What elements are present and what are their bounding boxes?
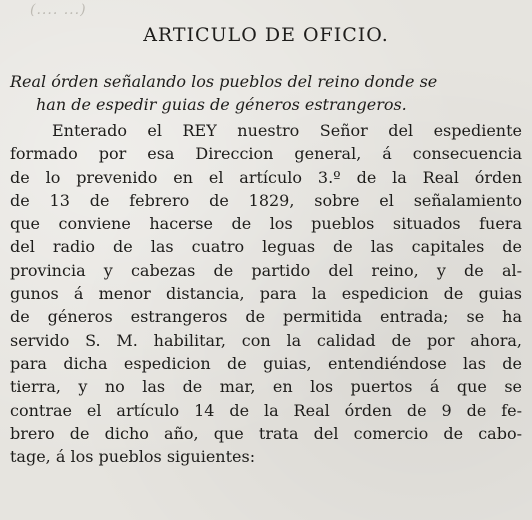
body-line: brero de dicho año, que trata del comercio de cabo- bbox=[10, 423, 522, 443]
body-line: Enterado el REY nuestro Señor del espediente bbox=[52, 121, 522, 140]
article-subtitle bbox=[10, 70, 522, 116]
body-line: del radio de las cuatro leguas de las capitales de bbox=[10, 237, 522, 257]
body-line: que conviene hacerse de los pueblos situados fuera bbox=[10, 214, 522, 234]
body-line: gunos á menor distancia, para la espedicion de guias bbox=[10, 284, 522, 304]
article-title: ARTICULO DE OFICIO. bbox=[143, 24, 389, 46]
bleed-through-text: (.... ...) bbox=[30, 2, 87, 18]
article-body bbox=[10, 119, 522, 468]
body-line: servido S. M. habilitar, con la calidad de por ahora, bbox=[10, 330, 522, 350]
subtitle-line: Real órden señalando los pueblos del reino donde se bbox=[10, 72, 438, 91]
body-line: de 13 de febrero de 1829, sobre el señalamiento bbox=[10, 190, 522, 210]
body-line: de lo prevenido en el artículo 3.º de la Real órden bbox=[10, 167, 522, 187]
subtitle-line: han de espedir guias de géneros estrangeros. bbox=[36, 95, 407, 114]
body-line: tierra, y no las de mar, en los puertos á que se bbox=[10, 377, 522, 397]
body-line: de géneros estrangeros de permitida entrada; se ha bbox=[10, 307, 522, 327]
body-line: tage, á los pueblos siguientes: bbox=[10, 447, 256, 467]
body-line: provincia y cabezas de partido del reino, y de al- bbox=[10, 260, 522, 280]
body-line: para dicha espedicion de guias, entendiéndose las de bbox=[10, 353, 522, 373]
body-line: formado por esa Direccion general, á consecuencia bbox=[10, 144, 522, 164]
body-line: contrae el artículo 14 de la Real órden de 9 de fe- bbox=[10, 400, 522, 420]
